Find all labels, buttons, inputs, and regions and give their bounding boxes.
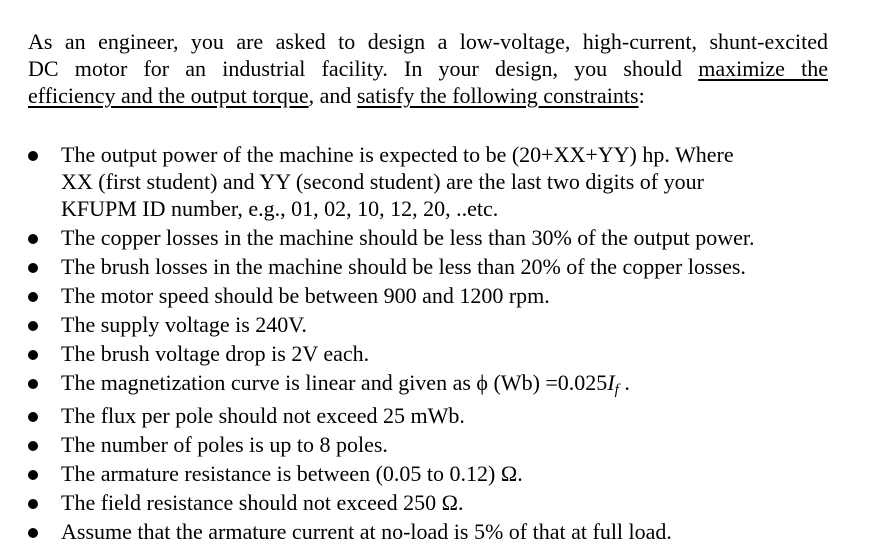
bullet-dot	[28, 470, 38, 480]
list-item-text: The supply voltage is 240V.	[61, 312, 307, 337]
list-item-text: The motor speed should be between 900 and 1200 rpm.	[61, 283, 550, 308]
bullet-dot	[28, 499, 38, 509]
intro-underlined-efficiency: efficiency and the output torque	[28, 83, 309, 108]
intro-line-2	[28, 55, 828, 82]
field-current-subscript: f	[614, 382, 619, 398]
intro-line-3	[28, 82, 828, 109]
bullet-dot	[28, 234, 38, 244]
intro-underlined-constraints: satisfy the following constraints	[356, 83, 639, 108]
bullet-dot	[28, 379, 38, 389]
list-item-text: The brush voltage drop is 2V each.	[61, 341, 370, 366]
list-item-text: The number of poles is up to 8 poles.	[61, 432, 388, 457]
bullet-dot	[28, 292, 38, 302]
bullet-dot	[28, 441, 38, 451]
bullet-dot	[28, 350, 38, 360]
list-item-text: The copper losses in the machine should be less than 30% of the output power.	[61, 225, 755, 250]
bullet-dot	[28, 263, 38, 273]
field-current-symbol: I	[607, 370, 615, 395]
bullet-dot	[28, 528, 38, 538]
intro-paragraph	[28, 28, 828, 109]
magnetization-text: The magnetization curve is linear and given as ϕ (Wb) =0.025	[61, 370, 608, 395]
list-item-text: Assume that the armature current at no-load is 5% of that at full load.	[61, 519, 672, 544]
intro-line-3-text: , and	[308, 83, 357, 108]
list-item-text: The flux per pole should not exceed 25 mWb.	[61, 403, 465, 428]
list-item-text: KFUPM ID number, e.g., 01, 02, 10, 12, 20, ..etc.	[61, 196, 499, 221]
bullet-dot	[28, 321, 38, 331]
list-item-text: The armature resistance is between (0.05 to 0.12) Ω.	[61, 461, 523, 486]
magnetization-suffix: .	[618, 370, 630, 395]
bullet-dot	[28, 412, 38, 422]
intro-line-1: As an engineer, you are asked to design a low-voltage, high-current, shunt-excited	[28, 29, 828, 54]
intro-colon: :	[638, 83, 645, 108]
list-item-text: The output power of the machine is expected to be (20+XX+YY) hp. Where	[61, 142, 734, 167]
list-item-text: XX (first student) and YY (second student) are the last two digits of your	[61, 169, 704, 194]
list-item-text: The brush losses in the machine should be less than 20% of the copper losses.	[61, 254, 746, 279]
list-item-text	[61, 369, 630, 404]
intro-line-2-text: DC motor for an industrial facility. In your design, you should	[28, 56, 699, 81]
intro-underlined-maximize: maximize the	[698, 56, 828, 81]
bullet-dot	[28, 151, 38, 161]
list-item-text: The field resistance should not exceed 250 Ω.	[61, 490, 464, 515]
